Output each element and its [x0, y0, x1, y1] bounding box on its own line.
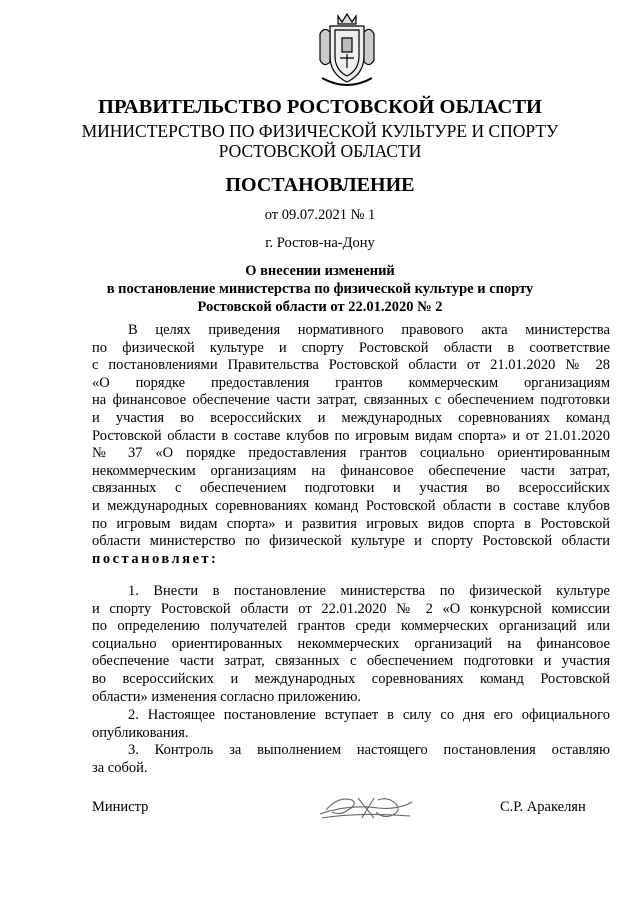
signer-name: С.Р. Аракелян	[500, 799, 586, 815]
document-subject	[0, 262, 640, 316]
document-type: ПОСТАНОВЛЕНИЕ	[225, 174, 415, 196]
preamble-line: на финансовое обеспечение части затрат, связанных с обеспечением подготовки	[92, 392, 610, 409]
preamble-line: «О порядке предоставления грантов коммерческим организациям	[92, 374, 610, 391]
document-date-number: от 09.07.2021 № 1	[264, 207, 376, 223]
resolves-word: постановляет:	[92, 550, 219, 567]
preamble-line: и участия во всероссийских и международных соревнованиях команд	[92, 409, 610, 426]
item-line: 1. Внести в постановление министерства по физической культуре	[128, 583, 610, 599]
preamble-line: № 37 «О порядке предоставления грантов социально ориентированным	[92, 445, 610, 462]
handwritten-signature	[318, 790, 414, 824]
item-line: и спорту Ростовской области от 22.01.2020 № 2 «О конкурсной комиссии	[92, 600, 610, 617]
preamble-line: некоммерческим организациям на финансовое обеспечение части затрат,	[92, 462, 610, 479]
preamble-line: и международных соревнованиях команд Ростовской области в составе клубов	[92, 497, 610, 514]
preamble-line: с постановлениями Правительства Ростовской области от 21.01.2020 № 28	[92, 357, 610, 374]
preamble-line: по игровым видам спорта» и развития игровых видов спорта в Ростовской	[92, 515, 610, 532]
item-line: 3. Контроль за выполнением настоящего постановления оставляю	[128, 742, 610, 758]
preamble-line: В целях приведения нормативного правового акта министерства	[128, 322, 610, 338]
preamble-paragraph	[92, 322, 610, 568]
ministry-title-line: МИНИСТЕРСТВО ПО ФИЗИЧЕСКОЙ КУЛЬТУРЕ И СПОРТУ	[81, 121, 559, 141]
document-city: г. Ростов-на-Дону	[265, 235, 375, 251]
subject-line: Ростовской области от 22.01.2020 № 2	[197, 299, 443, 315]
item-line: обеспечение части затрат, связанных с обеспечением подготовки и участия	[92, 653, 610, 670]
preamble-line: Ростовской области в составе клубов по игровым видам спорта» и от 21.01.2020	[92, 427, 610, 444]
item-line: области» изменения согласно приложению.	[92, 688, 362, 705]
item-line: социально ориентированных некоммерческих организаций на финансовое	[92, 635, 610, 652]
subject-line: в постановление министерства по физической культуре и спорту	[106, 281, 534, 297]
subject-line: О внесении изменений	[245, 263, 395, 279]
coat-of-arms-emblem	[316, 12, 378, 90]
ministry-title-line: РОСТОВСКОЙ ОБЛАСТИ	[218, 141, 422, 161]
government-title: ПРАВИТЕЛЬСТВО РОСТОВСКОЙ ОБЛАСТИ	[98, 96, 542, 118]
item-line: во всероссийских и международных соревнованиях команд Ростовской	[92, 670, 610, 687]
item-3-paragraph	[92, 742, 610, 777]
item-line: 2. Настоящее постановление вступает в силу со дня его официального	[128, 707, 610, 723]
preamble-line: связанных с обеспечением подготовки и участия во всероссийских	[92, 480, 610, 497]
preamble-line: области министерство по физической культуре и спорту Ростовской области	[92, 533, 610, 550]
ministry-title	[0, 121, 640, 161]
item-1-paragraph	[92, 583, 610, 706]
item-line: по определению получателей грантов среди коммерческих организаций или	[92, 618, 610, 635]
item-2-paragraph	[92, 707, 610, 742]
preamble-line: по физической культуре и спорту Ростовской области в соответствие	[92, 339, 610, 356]
item-line: опубликования.	[92, 724, 189, 741]
item-line: за собой.	[92, 759, 148, 776]
signer-position: Министр	[92, 799, 149, 815]
